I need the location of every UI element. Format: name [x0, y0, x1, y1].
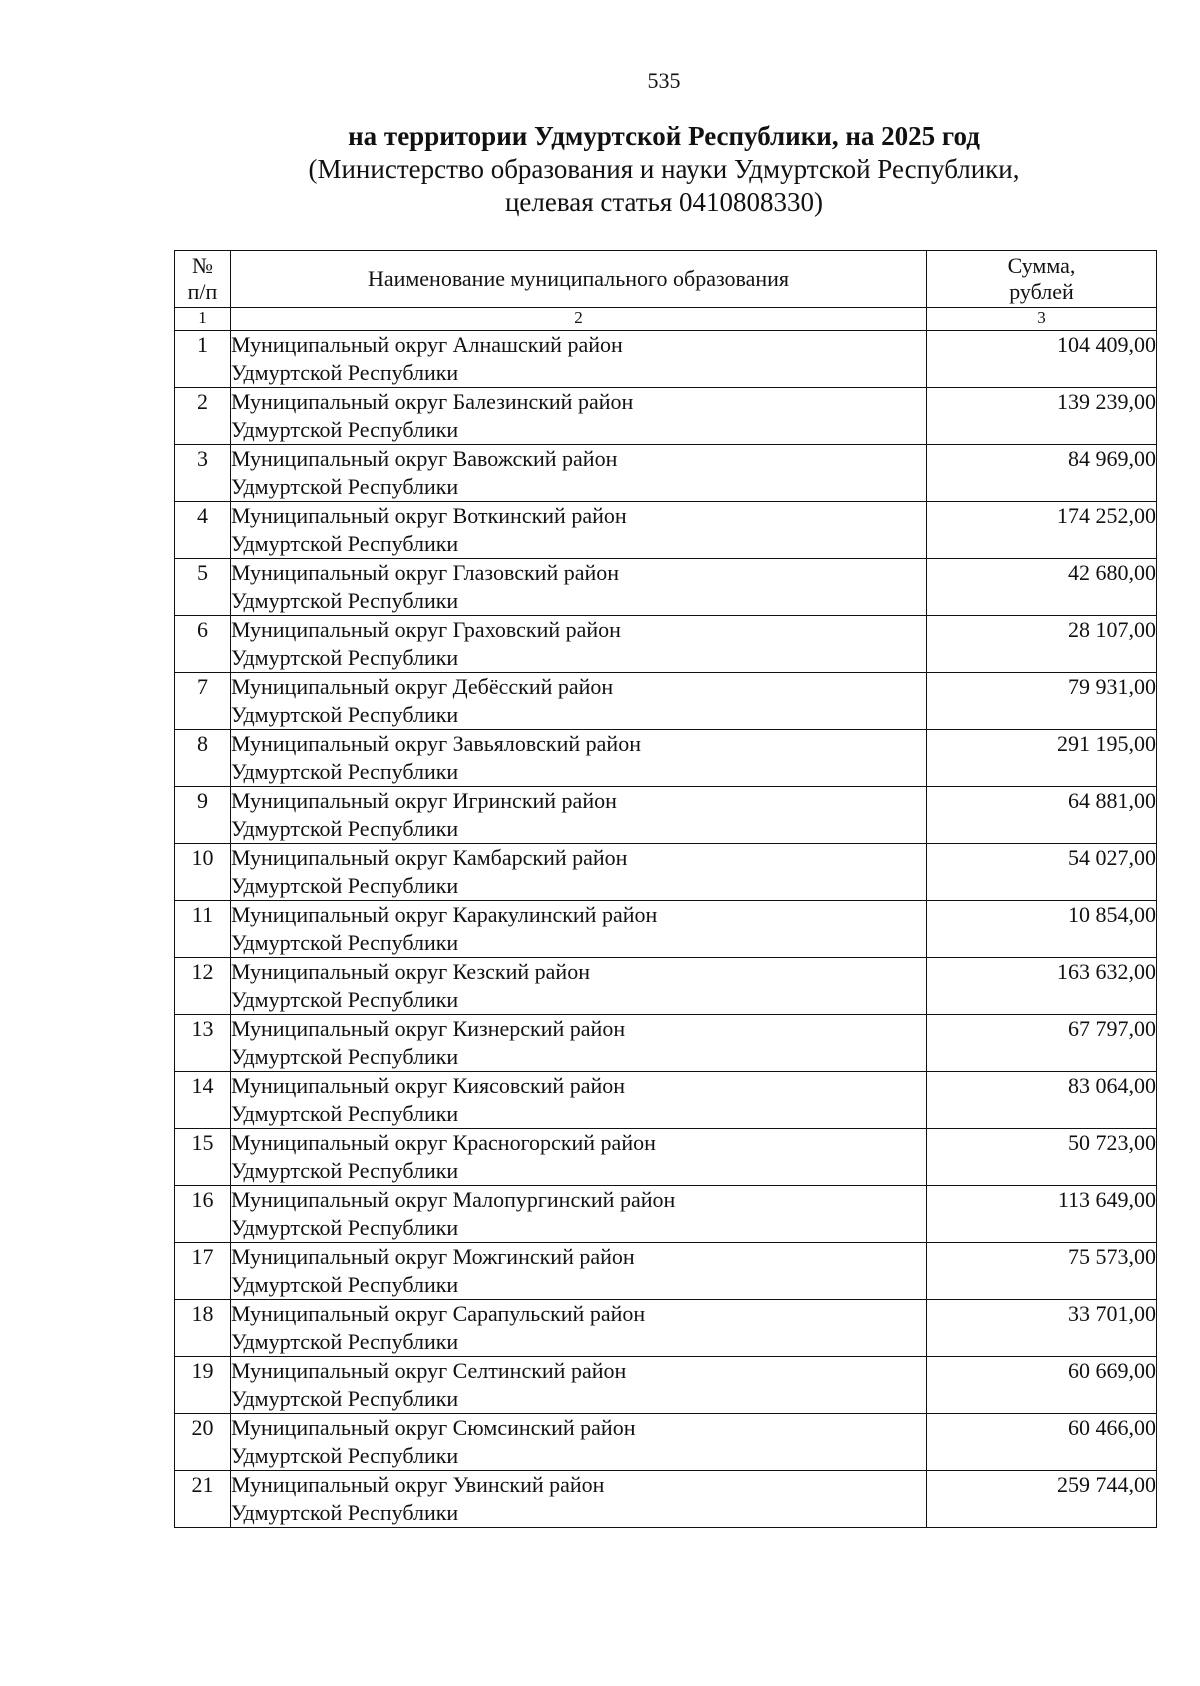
municipality-name: [231, 1015, 927, 1072]
municipality-name-line-1: Муниципальный округ Сарапульский район: [231, 1301, 646, 1326]
municipality-name: [231, 1357, 927, 1414]
table-row: [175, 616, 1157, 673]
municipality-name-line-1: Муниципальный округ Увинский район: [231, 1472, 605, 1497]
municipality-name-line-2: Удмуртской Республики: [231, 1044, 459, 1069]
header-number: [175, 251, 231, 308]
municipality-name-line-2: Удмуртской Республики: [231, 1272, 459, 1297]
table-row: [175, 1129, 1157, 1186]
municipality-name: [231, 331, 927, 388]
table-row: [175, 1186, 1157, 1243]
municipality-name: [231, 1186, 927, 1243]
municipality-name: [231, 673, 927, 730]
table-row: [175, 445, 1157, 502]
table-row: [175, 1072, 1157, 1129]
table-row: [175, 1243, 1157, 1300]
allocation-sum: 139 239,00: [927, 388, 1157, 445]
municipality-name-line-2: Удмуртской Республики: [231, 588, 459, 613]
header-number-abbrev: п/п: [187, 279, 218, 304]
table-row: [175, 844, 1157, 901]
municipality-name-line-2: Удмуртской Республики: [231, 1215, 459, 1240]
municipality-name-line-2: Удмуртской Республики: [231, 759, 459, 784]
allocation-sum: 67 797,00: [927, 1015, 1157, 1072]
municipality-name: [231, 559, 927, 616]
row-number: 11: [175, 901, 231, 958]
municipality-name: [231, 844, 927, 901]
header-sum-unit: рублей: [1009, 279, 1074, 304]
municipality-name: [231, 1072, 927, 1129]
municipality-name-line-1: Муниципальный округ Граховский район: [231, 617, 621, 642]
table-row: [175, 730, 1157, 787]
allocation-sum: 291 195,00: [927, 730, 1157, 787]
allocation-sum: 50 723,00: [927, 1129, 1157, 1186]
table-row: [175, 787, 1157, 844]
allocation-sum: 64 881,00: [927, 787, 1157, 844]
header-sum-label: Сумма,: [1007, 253, 1076, 278]
municipality-name-line-2: Удмуртской Республики: [231, 1443, 459, 1468]
municipality-name-line-1: Муниципальный округ Камбарский район: [231, 845, 628, 870]
column-number-row: [175, 308, 1157, 331]
municipality-name-line-1: Муниципальный округ Кезский район: [231, 959, 590, 984]
row-number: 21: [175, 1471, 231, 1528]
table-header-row: [175, 251, 1157, 308]
row-number: 15: [175, 1129, 231, 1186]
row-number: 8: [175, 730, 231, 787]
title-line-2: (Министерство образования и науки Удмуртской Республики,: [308, 154, 1020, 184]
row-number: 16: [175, 1186, 231, 1243]
allocation-sum: 79 931,00: [927, 673, 1157, 730]
municipality-name-line-1: Муниципальный округ Воткинский район: [231, 503, 627, 528]
municipality-name: [231, 730, 927, 787]
municipality-name: [231, 1243, 927, 1300]
municipality-name-line-1: Муниципальный округ Каракулинский район: [231, 902, 658, 927]
header-name: Наименование муниципального образования: [231, 251, 927, 308]
row-number: 9: [175, 787, 231, 844]
allocation-sum: 54 027,00: [927, 844, 1157, 901]
table-row: [175, 1357, 1157, 1414]
municipality-name: [231, 1414, 927, 1471]
allocation-sum: 75 573,00: [927, 1243, 1157, 1300]
row-number: 20: [175, 1414, 231, 1471]
municipality-name-line-1: Муниципальный округ Балезинский район: [231, 389, 634, 414]
municipality-name-line-2: Удмуртской Республики: [231, 645, 459, 670]
row-number: 7: [175, 673, 231, 730]
allocation-sum: 60 669,00: [927, 1357, 1157, 1414]
municipality-name-line-2: Удмуртской Республики: [231, 1329, 459, 1354]
table-row: [175, 502, 1157, 559]
column-number: 1: [175, 308, 231, 331]
document-title: [0, 120, 1200, 219]
municipality-name: [231, 958, 927, 1015]
municipality-name-line-2: Удмуртской Республики: [231, 816, 459, 841]
municipality-name: [231, 901, 927, 958]
allocation-sum: 163 632,00: [927, 958, 1157, 1015]
municipality-name-line-2: Удмуртской Республики: [231, 702, 459, 727]
municipality-name-line-1: Муниципальный округ Алнашский район: [231, 332, 623, 357]
row-number: 10: [175, 844, 231, 901]
municipality-name-line-1: Муниципальный округ Селтинский район: [231, 1358, 627, 1383]
table-row: [175, 1471, 1157, 1528]
column-number: 2: [231, 308, 927, 331]
municipality-name-line-2: Удмуртской Республики: [231, 930, 459, 955]
municipality-name-line-2: Удмуртской Республики: [231, 531, 459, 556]
allocation-sum: 259 744,00: [927, 1471, 1157, 1528]
allocation-sum: 104 409,00: [927, 331, 1157, 388]
municipality-name: [231, 445, 927, 502]
table-row: [175, 901, 1157, 958]
row-number: 12: [175, 958, 231, 1015]
table-row: [175, 1414, 1157, 1471]
allocation-sum: 33 701,00: [927, 1300, 1157, 1357]
table-row: [175, 958, 1157, 1015]
municipality-name-line-1: Муниципальный округ Вавожский район: [231, 446, 618, 471]
municipality-name-line-1: Муниципальный округ Киясовский район: [231, 1073, 626, 1098]
row-number: 18: [175, 1300, 231, 1357]
municipality-name: [231, 1129, 927, 1186]
page-number: 535: [647, 68, 681, 93]
table-row: [175, 388, 1157, 445]
allocation-sum: 83 064,00: [927, 1072, 1157, 1129]
row-number: 3: [175, 445, 231, 502]
allocation-sum: 174 252,00: [927, 502, 1157, 559]
municipality-name-line-1: Муниципальный округ Малопургинский район: [231, 1187, 676, 1212]
municipality-name-line-2: Удмуртской Республики: [231, 1158, 459, 1183]
row-number: 17: [175, 1243, 231, 1300]
municipality-name-line-2: Удмуртской Республики: [231, 417, 459, 442]
municipality-name: [231, 787, 927, 844]
header-number-symbol: №: [192, 253, 213, 278]
table-row: [175, 559, 1157, 616]
row-number: 2: [175, 388, 231, 445]
allocation-sum: 10 854,00: [927, 901, 1157, 958]
table-row: [175, 331, 1157, 388]
allocation-table: [174, 250, 1157, 1528]
table-row: [175, 673, 1157, 730]
municipality-name-line-1: Муниципальный округ Глазовский район: [231, 560, 620, 585]
row-number: 19: [175, 1357, 231, 1414]
municipality-name: [231, 1300, 927, 1357]
column-number: 3: [927, 308, 1157, 331]
municipality-name: [231, 1471, 927, 1528]
municipality-name-line-2: Удмуртской Республики: [231, 1101, 459, 1126]
municipality-name-line-2: Удмуртской Республики: [231, 987, 459, 1012]
header-sum: [927, 251, 1157, 308]
table-row: [175, 1015, 1157, 1072]
municipality-name-line-1: Муниципальный округ Красногорский район: [231, 1130, 656, 1155]
title-line-3: целевая статья 0410808330): [504, 187, 824, 217]
row-number: 6: [175, 616, 231, 673]
municipality-name-line-2: Удмуртской Республики: [231, 1386, 459, 1411]
row-number: 4: [175, 502, 231, 559]
row-number: 13: [175, 1015, 231, 1072]
municipality-name-line-1: Муниципальный округ Дебёсский район: [231, 674, 614, 699]
municipality-name-line-2: Удмуртской Республики: [231, 474, 459, 499]
municipality-name-line-1: Муниципальный округ Сюмсинский район: [231, 1415, 636, 1440]
allocation-sum: 113 649,00: [927, 1186, 1157, 1243]
municipality-name-line-2: Удмуртской Республики: [231, 1500, 459, 1525]
row-number: 14: [175, 1072, 231, 1129]
municipality-name-line-1: Муниципальный округ Кизнерский район: [231, 1016, 626, 1041]
row-number: 5: [175, 559, 231, 616]
municipality-name-line-2: Удмуртской Республики: [231, 873, 459, 898]
municipality-name-line-2: Удмуртской Республики: [231, 360, 459, 385]
allocation-sum: 84 969,00: [927, 445, 1157, 502]
table-body: [175, 331, 1157, 1528]
municipality-name-line-1: Муниципальный округ Завьяловский район: [231, 731, 641, 756]
row-number: 1: [175, 331, 231, 388]
municipality-name: [231, 502, 927, 559]
municipality-name-line-1: Муниципальный округ Игринский район: [231, 788, 617, 813]
municipality-name-line-1: Муниципальный округ Можгинский район: [231, 1244, 635, 1269]
allocation-sum: 60 466,00: [927, 1414, 1157, 1471]
allocation-sum: 28 107,00: [927, 616, 1157, 673]
municipality-name: [231, 616, 927, 673]
table-row: [175, 1300, 1157, 1357]
title-line-1: на территории Удмуртской Республики, на 2025 год: [348, 121, 980, 151]
allocation-sum: 42 680,00: [927, 559, 1157, 616]
municipality-name: [231, 388, 927, 445]
